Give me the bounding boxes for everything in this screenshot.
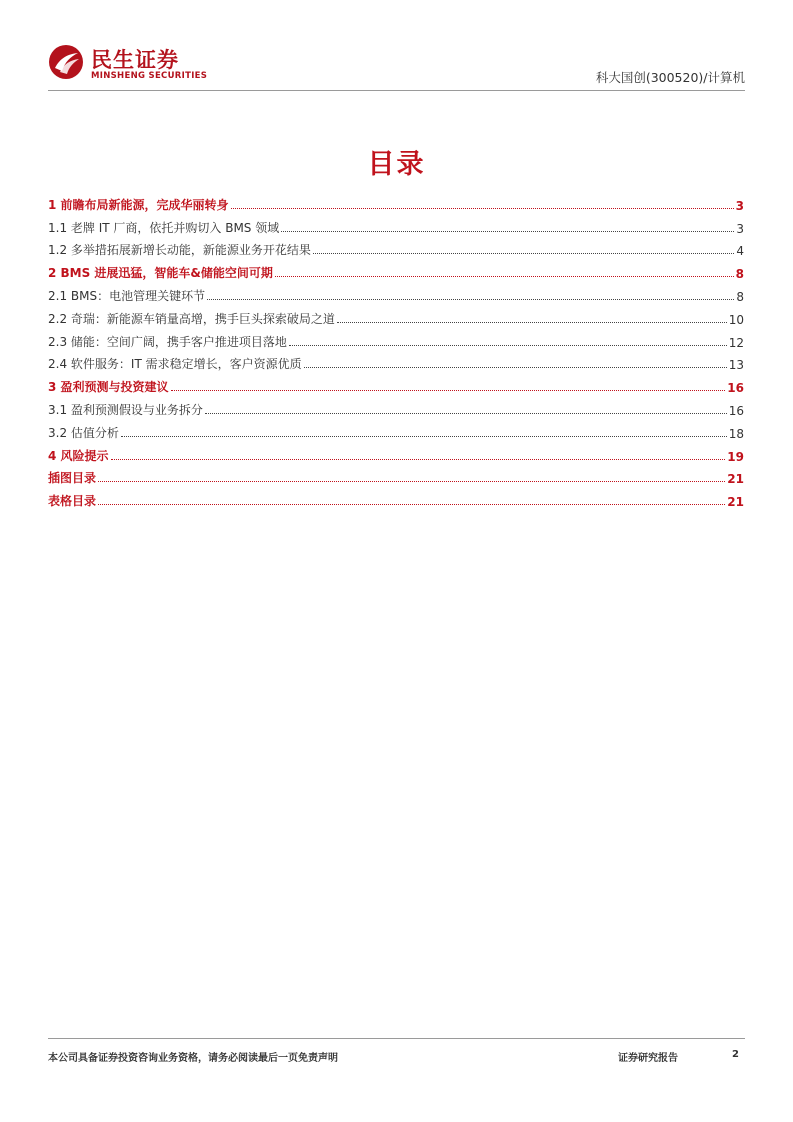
toc-entry[interactable]	[48, 304, 744, 327]
toc-leader-dots	[337, 322, 727, 323]
toc-entry[interactable]	[48, 418, 744, 441]
toc-entry[interactable]	[48, 190, 744, 213]
header-divider	[48, 90, 745, 91]
toc-leader-dots	[231, 208, 734, 209]
toc-entry[interactable]	[48, 213, 744, 236]
toc-entry[interactable]	[48, 486, 744, 509]
toc-entry-page: 21	[727, 472, 744, 487]
toc-leader-dots	[121, 436, 727, 437]
footer-divider	[48, 1038, 745, 1039]
footer-page-number: 2	[732, 1049, 739, 1060]
footer-disclaimer: 本公司具备证券投资咨询业务资格，请务必阅读最后一页免责声明	[48, 1053, 338, 1064]
toc-entry[interactable]	[48, 350, 744, 373]
toc-title: 目录	[367, 149, 426, 180]
toc-leader-dots	[289, 345, 727, 346]
toc-entry-page: 4	[736, 244, 744, 259]
toc-entry[interactable]	[48, 236, 744, 259]
toc-entry-label: 2.1 BMS：电池管理关键环节	[48, 288, 206, 303]
toc-leader-dots	[171, 390, 726, 391]
toc-entry-label: 2 BMS 进展迅猛，智能车&储能空间可期	[48, 266, 273, 281]
toc-entry-label: 1 前瞻布局新能源，完成华丽转身	[48, 197, 229, 212]
page-header	[0, 0, 793, 92]
toc-leader-dots	[205, 413, 727, 414]
toc-entry[interactable]	[48, 281, 744, 304]
toc-entry-page: 3	[736, 221, 744, 236]
toc-leader-dots	[304, 367, 727, 368]
toc-entry-page: 10	[728, 312, 744, 327]
toc-entry[interactable]	[48, 441, 744, 464]
toc-entry-label: 1.2 多举措拓展新增长动能，新能源业务开花结果	[48, 243, 311, 258]
toc-entry-label: 1.1 老牌 IT 厂商，依托并购切入 BMS 领域	[48, 220, 280, 235]
toc-leader-dots	[207, 299, 734, 300]
toc-entry-page: 16	[728, 403, 744, 418]
brand-name-cn: 民生证券	[91, 48, 179, 72]
toc-entry-page: 18	[728, 426, 744, 441]
toc-entry-page: 12	[728, 335, 744, 350]
toc-leader-dots	[111, 459, 726, 460]
toc-entry[interactable]	[48, 395, 744, 418]
toc-entry-page: 8	[735, 267, 744, 282]
table-of-contents	[48, 190, 744, 509]
report-code: 科大国创(300520)/计算机	[595, 70, 745, 85]
toc-leader-dots	[275, 276, 734, 277]
brand-name-en: MINSHENG SECURITIES	[91, 71, 208, 81]
toc-leader-dots	[98, 504, 725, 505]
toc-entry[interactable]	[48, 258, 744, 281]
footer-report-type: 证券研究报告	[618, 1053, 678, 1064]
toc-leader-dots	[313, 253, 734, 254]
toc-entry-label: 3 盈利预测与投资建议	[48, 380, 169, 395]
toc-entry-label: 2.2 奇瑞：新能源车销量高增，携手巨头探索破局之道	[48, 311, 335, 326]
toc-entry-page: 21	[727, 495, 744, 510]
toc-entry-label: 表格目录	[48, 494, 97, 509]
toc-leader-dots	[281, 231, 734, 232]
toc-entry-label: 3.2 估值分析	[48, 425, 119, 440]
toc-entry-page: 13	[728, 358, 744, 373]
toc-entry-label: 2.3 储能：空间广阔，携手客户推进项目落地	[48, 334, 287, 349]
toc-entry-page: 16	[727, 381, 744, 396]
toc-entry-page: 19	[727, 449, 744, 464]
toc-entry-label: 2.4 软件服务：IT 需求稳定增长，客户资源优质	[48, 357, 302, 372]
toc-entry-page: 3	[735, 198, 744, 213]
toc-leader-dots	[98, 481, 725, 482]
toc-entry-page: 8	[736, 289, 744, 304]
toc-entry[interactable]	[48, 464, 744, 487]
toc-entry-label: 3.1 盈利预测假设与业务拆分	[48, 402, 203, 417]
minsheng-logo-icon	[48, 44, 84, 80]
toc-entry-label: 4 风险提示	[48, 448, 109, 463]
toc-entry-label: 插图目录	[48, 471, 97, 486]
toc-entry[interactable]	[48, 327, 744, 350]
toc-entry[interactable]	[48, 372, 744, 395]
